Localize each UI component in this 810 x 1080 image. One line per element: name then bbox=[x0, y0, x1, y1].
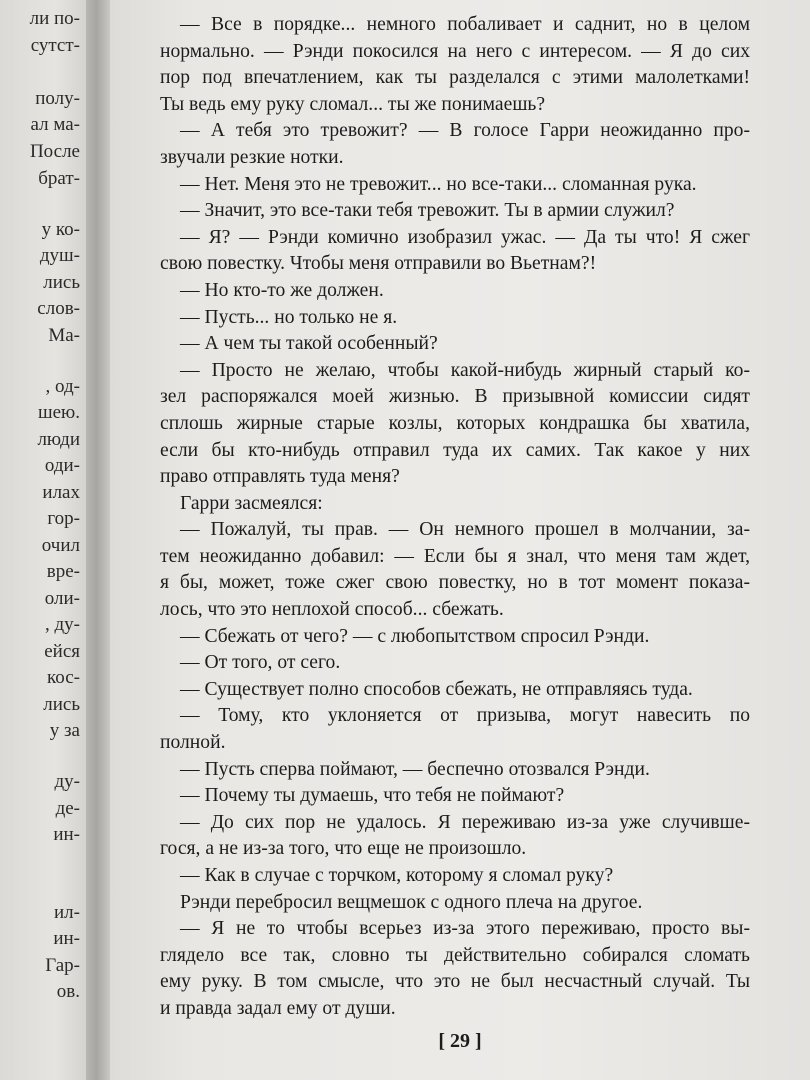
text-line: тем неожиданно добавил: — Если бы я знал, что меня там ждет, bbox=[160, 545, 750, 567]
text-line: — Существует полно способов сбежать, не отправляясь туда. bbox=[180, 678, 693, 700]
text-line: — Почему ты думаешь, что тебя не поймают? bbox=[180, 785, 565, 807]
text-line: — От того, от сего. bbox=[180, 652, 341, 674]
left-page-line: лись bbox=[43, 694, 80, 715]
text-line: Рэнди перебросил вещмешок с одного плеча на другое. bbox=[180, 891, 643, 913]
text-line: нормально. — Рэнди покосился на него с интересом. — Я до сих bbox=[160, 40, 750, 62]
right-page bbox=[110, 0, 810, 1080]
text-line: — А чем ты такой особенный? bbox=[180, 333, 438, 355]
left-page-line: вре- bbox=[46, 561, 80, 582]
text-line: ему руку. В том смысле, что это не был несчастный случай. Ты bbox=[160, 971, 750, 993]
left-page-line: ил- bbox=[54, 902, 80, 923]
text-line: полной. bbox=[160, 732, 226, 754]
left-page-line: душ- bbox=[39, 245, 80, 266]
left-page-line: , ду- bbox=[45, 614, 80, 635]
left-page-line: гор- bbox=[47, 508, 80, 529]
text-line: — Пожалуй, ты прав. — Он немного прошел в молчании, за- bbox=[180, 519, 750, 541]
text-line: — Пусть... но только не я. bbox=[180, 306, 398, 328]
left-page-fragment bbox=[0, 0, 92, 1080]
text-line: — Пусть сперва поймают, — беспечно отозвался Рэнди. bbox=[180, 758, 650, 780]
text-line: лось, что это неплохой способ... сбежать. bbox=[160, 599, 504, 621]
text-line: Гарри засмеялся: bbox=[180, 492, 323, 514]
text-line: — Сбежать от чего? — с любопытством спросил Рэнди. bbox=[180, 625, 650, 647]
text-line: гося, а не из-за того, что еще не произошло. bbox=[160, 838, 527, 860]
text-line: — Нет. Меня это не тревожит... но все-таки... сломанная рука. bbox=[180, 173, 697, 195]
left-page-line: илах bbox=[42, 482, 80, 503]
text-line: — Тому, кто уклоняется от призыва, могут навесить по bbox=[180, 705, 750, 727]
book-gutter bbox=[86, 0, 112, 1080]
left-page-line: , од- bbox=[45, 376, 80, 397]
text-line: — Но кто-то же должен. bbox=[180, 279, 384, 301]
text-line: — Я? — Рэнди комично изобразил ужас. — Да ты что! Я сжег bbox=[180, 226, 750, 248]
text-line: право отправлять туда меня? bbox=[160, 466, 400, 488]
left-page-line: люди bbox=[37, 429, 80, 450]
text-line: пор под впечатлением, как ты разделался с этими малолетками! bbox=[160, 67, 750, 89]
left-page-line: оди- bbox=[44, 455, 80, 476]
left-page-line: ду- bbox=[54, 771, 80, 792]
left-page-line: сутст- bbox=[30, 35, 80, 56]
left-page-line: брат- bbox=[38, 168, 80, 189]
text-line: звучали резкие нотки. bbox=[160, 146, 344, 168]
text-line: Ты ведь ему руку сломал... ты же понимаешь? bbox=[160, 93, 546, 115]
text-line: — Просто не желаю, чтобы какой-нибудь жирный старый ко- bbox=[180, 359, 750, 381]
text-line: — Как в случае с торчком, которому я сломал руку? bbox=[180, 865, 614, 886]
left-page-line: ли по- bbox=[29, 8, 80, 29]
text-line: — Значит, это все-таки тебя тревожит. Ты в армии служил? bbox=[180, 200, 675, 222]
left-page-line: ал ма- bbox=[30, 114, 80, 135]
left-page-line: шею. bbox=[37, 402, 80, 423]
left-page-line: слов- bbox=[37, 298, 80, 319]
left-page-line: ин- bbox=[53, 824, 80, 845]
page-number: [ 29 ] bbox=[438, 1030, 482, 1052]
text-line: я бы, может, тоже сжег свою повестку, но в тот момент показа- bbox=[160, 572, 750, 594]
text-line: сплошь жирные старые козлы, которых кондрашка бы хватила, bbox=[160, 412, 750, 434]
text-line: глядело все так, словно ты действительно собирался сломать bbox=[160, 944, 750, 966]
left-page-line: ов. bbox=[56, 981, 80, 1002]
text-line: — Все в порядке... немного побаливает и саднит, но в целом bbox=[180, 14, 750, 35]
left-page-line: очил bbox=[41, 535, 80, 556]
page-body-text bbox=[160, 12, 750, 1023]
text-line: свою повестку. Чтобы меня отправили во Вьетнам?! bbox=[160, 253, 597, 275]
left-page-line: лись bbox=[43, 272, 80, 293]
text-line: зел распоряжался моей жизнью. В призывной комиссии сидят bbox=[160, 386, 750, 408]
left-page-line: Ма- bbox=[48, 325, 80, 346]
left-page-line: После bbox=[29, 141, 80, 162]
text-line: — Я не то чтобы всерьез из-за этого переживаю, просто вы- bbox=[180, 918, 750, 940]
left-page-line: у за bbox=[49, 720, 80, 741]
text-line: если бы кто-нибудь отправил туда их самих. Так какое у них bbox=[160, 439, 750, 461]
text-line: и правда задал ему от души. bbox=[160, 997, 396, 1019]
left-page-line: кос- bbox=[47, 667, 80, 688]
left-page-line: ин- bbox=[53, 928, 80, 949]
left-page-line: оли- bbox=[44, 588, 80, 609]
left-page-line: полу- bbox=[35, 88, 80, 109]
left-page-line: ейся bbox=[44, 641, 80, 662]
left-page-line: Гар- bbox=[45, 955, 80, 976]
left-page-line: де- bbox=[55, 798, 80, 819]
left-page-line: у ко- bbox=[41, 219, 80, 240]
text-line: — До сих пор не удалось. Я переживаю из-за уже случивше- bbox=[180, 811, 750, 833]
text-line: — А тебя это тревожит? — В голосе Гарри неожиданно про- bbox=[180, 120, 750, 142]
